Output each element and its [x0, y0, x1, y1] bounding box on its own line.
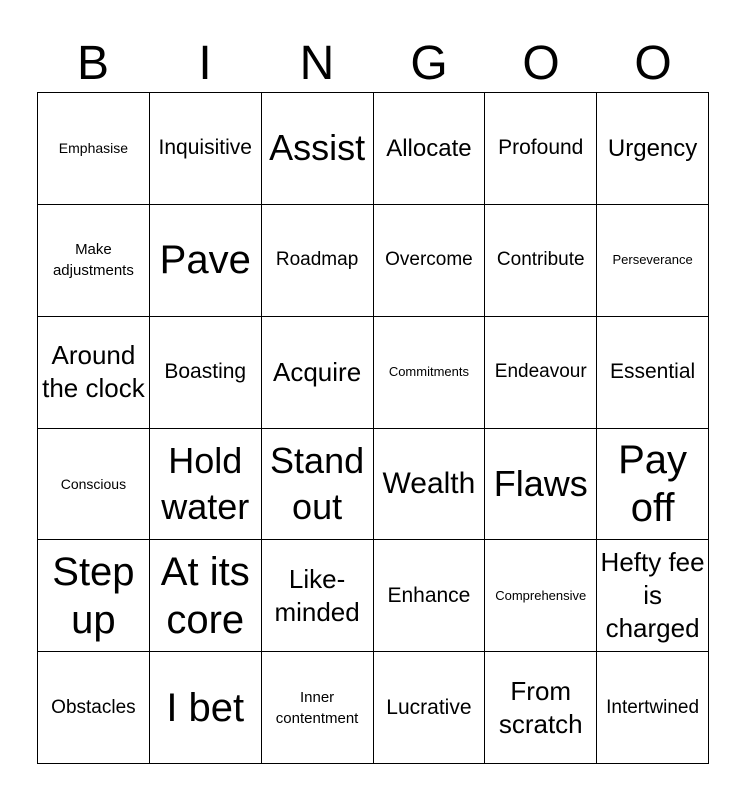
bingo-cell[interactable]: Essential	[597, 317, 709, 429]
bingo-cell[interactable]: Inquisitive	[150, 93, 262, 205]
bingo-cell[interactable]: Hefty fee is charged	[597, 540, 709, 652]
bingo-cell[interactable]: Enhance	[374, 540, 486, 652]
header-letter-o-2: O	[634, 37, 672, 90]
bingo-cell[interactable]: Stand out	[262, 429, 374, 541]
bingo-cell[interactable]: Inner contentment	[262, 652, 374, 764]
bingo-cell[interactable]: Roadmap	[262, 205, 374, 317]
bingo-cell[interactable]: Lucrative	[374, 652, 486, 764]
bingo-cell[interactable]: Hold water	[150, 429, 262, 541]
bingo-cell[interactable]: Emphasise	[38, 93, 150, 205]
bingo-cell[interactable]: Make adjustments	[38, 205, 150, 317]
bingo-cell[interactable]: I bet	[150, 652, 262, 764]
bingo-cell[interactable]: Assist	[262, 93, 374, 205]
bingo-cell[interactable]: Flaws	[485, 429, 597, 541]
bingo-cell[interactable]: Acquire	[262, 317, 374, 429]
bingo-header	[37, 36, 709, 92]
header-letter-i: I	[198, 37, 212, 90]
bingo-cell[interactable]: Step up	[38, 540, 150, 652]
bingo-cell[interactable]: Comprehensive	[485, 540, 597, 652]
bingo-board	[37, 92, 709, 764]
bingo-cell[interactable]: Pay off	[597, 429, 709, 541]
header-letter-g: G	[410, 37, 448, 90]
bingo-cell[interactable]: Overcome	[374, 205, 486, 317]
bingo-cell[interactable]: Profound	[485, 93, 597, 205]
bingo-cell[interactable]: Endeavour	[485, 317, 597, 429]
bingo-cell[interactable]: Perseverance	[597, 205, 709, 317]
bingo-cell[interactable]: At its core	[150, 540, 262, 652]
bingo-cell[interactable]: Pave	[150, 205, 262, 317]
header-letter-b: B	[76, 37, 109, 90]
bingo-cell[interactable]: Commitments	[374, 317, 486, 429]
bingo-cell[interactable]: Urgency	[597, 93, 709, 205]
bingo-cell[interactable]: Boasting	[150, 317, 262, 429]
bingo-cell[interactable]: Wealth	[374, 429, 486, 541]
header-letter-o: O	[522, 37, 560, 90]
header-letter-n: N	[299, 37, 335, 90]
bingo-cell[interactable]: Allocate	[374, 93, 486, 205]
bingo-cell[interactable]: Contribute	[485, 205, 597, 317]
bingo-cell[interactable]: Intertwined	[597, 652, 709, 764]
bingo-cell[interactable]: Around the clock	[38, 317, 150, 429]
bingo-cell[interactable]: Obstacles	[38, 652, 150, 764]
bingo-cell[interactable]: From scratch	[485, 652, 597, 764]
bingo-cell[interactable]: Conscious	[38, 429, 150, 541]
bingo-cell[interactable]: Like-minded	[262, 540, 374, 652]
